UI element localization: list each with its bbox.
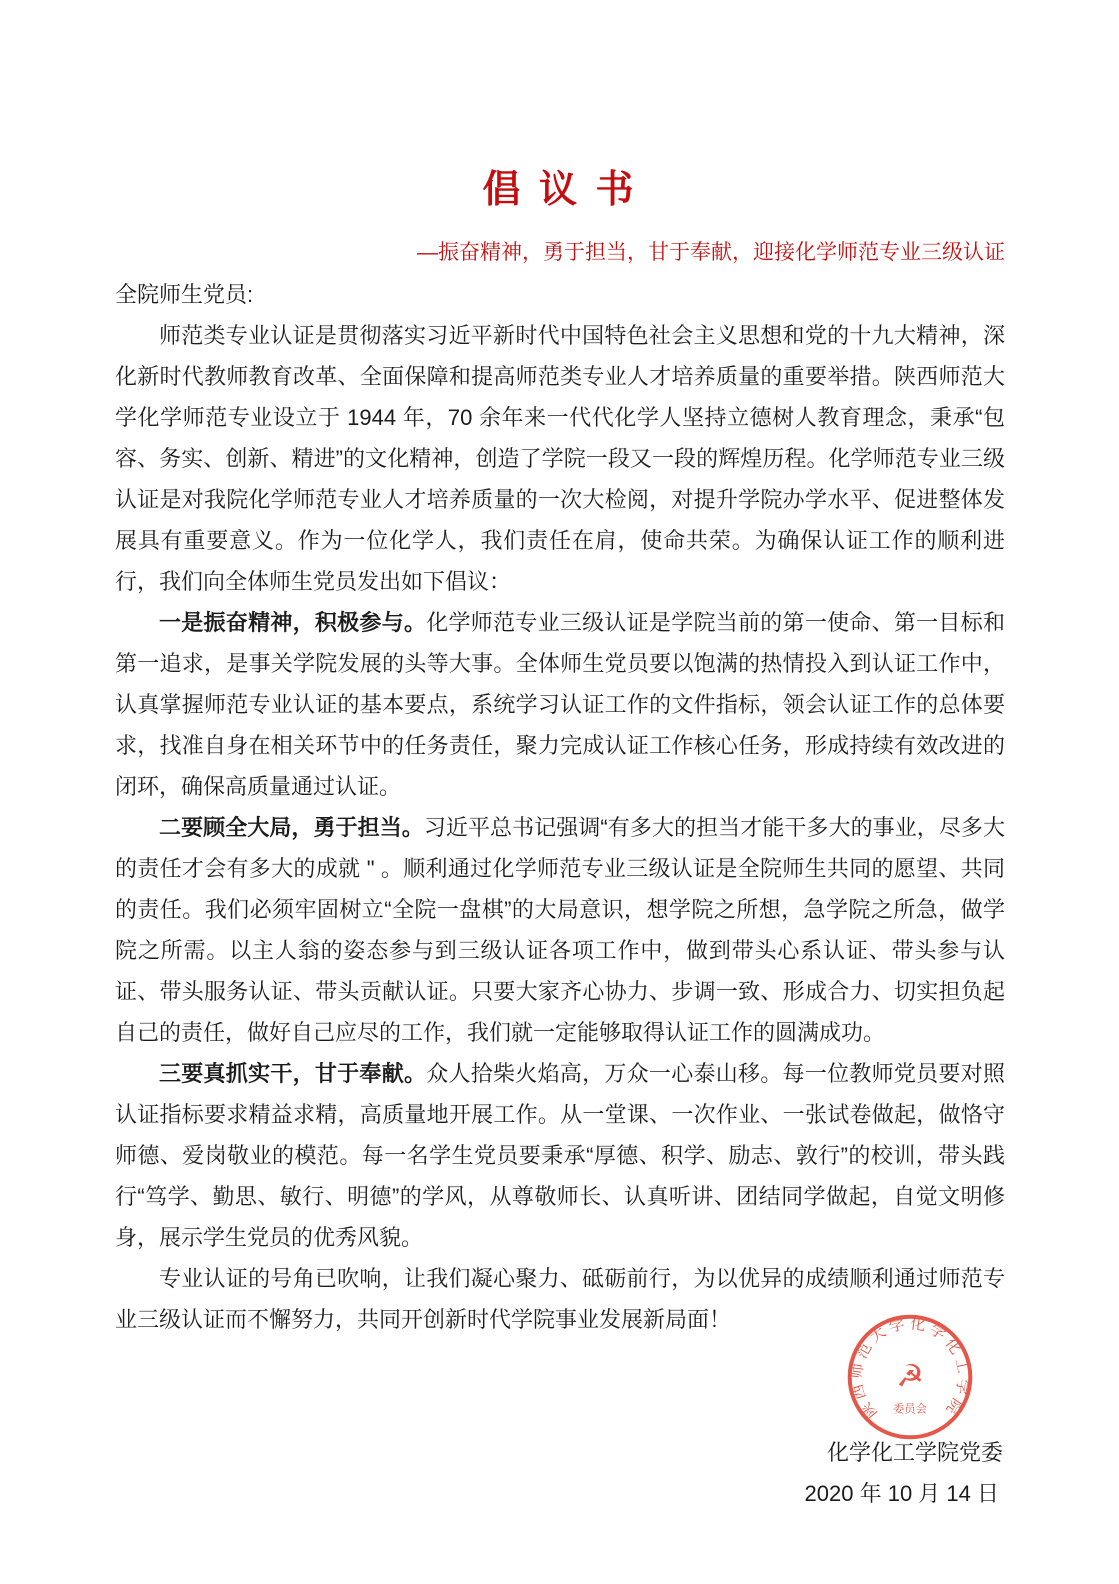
paragraph-intro bbox=[115, 315, 1005, 602]
paragraph-closing bbox=[115, 1258, 1005, 1340]
signature-date: 2020 年 10 月 14 日 bbox=[804, 1481, 999, 1506]
page-subtitle: —振奋精神，勇于担当，甘于奉献，迎接化学师范专业三级认证 bbox=[417, 241, 1005, 264]
paragraph-text: 习近平总书记强调“有多大的担当才能干多大的事业，尽多大的责任才会有多大的成就 " 。顺利通过化学师范专业三级认证是全院师生共同的愿望、共同的责任。我们必须牢固树立“全院一盘棋”的大局意识，想学院之所想，急学院之所急，做学院之所需。以主人翁的姿态参与到三级认证各项工作中，做到带头心系认证、带头参与认证、带头服务认证、带头贡献认证。只要大家齐心协力、步调一致、形成合力、切实担负起自己的责任，做好自己应尽的工作，我们就一定能够取得认证工作的圆满成功。 bbox=[115, 815, 1005, 1045]
page-title: 倡 议 书 bbox=[482, 169, 638, 211]
paragraph-lead: 三要真抓实干，甘于奉献。 bbox=[159, 1061, 427, 1086]
salutation: 全院师生党员: bbox=[115, 282, 254, 307]
document-page bbox=[115, 0, 1005, 1514]
paragraph-point-1 bbox=[115, 602, 1005, 807]
paragraph-text: 众人拾柴火焰高，万众一心泰山移。每一位教师党员要对照认证指标要求精益求精，高质量地开展工作。从一堂课、一次作业、一张试卷做起，做恪守师德、爱岗敬业的模范。每一名学生党员要秉承“厚德、积学、励志、敦行”的校训，带头践行“笃学、勤思、敏行、明德”的学风，从尊敬师长、认真听讲、团结同学做起，自觉文明修身，展示学生党员的优秀风貌。 bbox=[115, 1061, 1005, 1250]
paragraph-lead: 一是振奋精神，积极参与。 bbox=[159, 610, 427, 635]
seal-bottom-text: 委员会 bbox=[892, 1403, 928, 1416]
paragraph-lead: 二要顾全大局，勇于担当。 bbox=[159, 815, 424, 840]
seal-arc-text: 陕西师范大学化学化工学院 bbox=[848, 1315, 972, 1422]
paragraph-point-3 bbox=[115, 1053, 1005, 1258]
paragraph-text: 专业认证的号角已吹响，让我们凝心聚力、砥砺前行，为以优异的成绩顺利通过师范专业三级认证而不懈努力，共同开创新时代学院事业发展新局面！ bbox=[115, 1266, 1005, 1332]
paragraph-point-2 bbox=[115, 807, 1005, 1053]
signature-block bbox=[115, 1432, 1005, 1514]
signature-org: 化学化工学院党委 bbox=[826, 1440, 1003, 1465]
paragraph-text: 化学师范专业三级认证是学院当前的第一使命、第一目标和第一追求，是事关学院发展的头等大事。全体师生党员要以饱满的热情投入到认证工作中，认真掌握师范专业认证的基本要点，系统学习认证工作的文件指标，领会认证工作的总体要求，找准自身在相关环节中的任务责任，聚力完成认证工作核心任务，形成持续有效改进的闭环，确保高质量通过认证。 bbox=[115, 610, 1005, 799]
hammer-sickle-icon: ☭ bbox=[896, 1358, 924, 1394]
paragraph-text: 师范类专业认证是贯彻落实习近平新时代中国特色社会主义思想和党的十九大精神，深化新时代教师教育改革、全面保障和提高师范类专业人才培养质量的重要举措。陕西师范大学化学师范专业设立于 1944 年，70 余年来一代代化学人坚持立德树人教育理念，秉承“包容、务实、创新、精进”的文化精神，创造了学院一段又一段的辉煌历程。化学师范专业三级认证是对我院化学师范专业人才培养质量的一次大检阅，对提升学院办学水平、促进整体发展具有重要意义。作为一位化学人，我们责任在肩，使命共荣。为确保认证工作的顺利进行，我们向全体师生党员发出如下倡议： bbox=[115, 323, 1005, 594]
